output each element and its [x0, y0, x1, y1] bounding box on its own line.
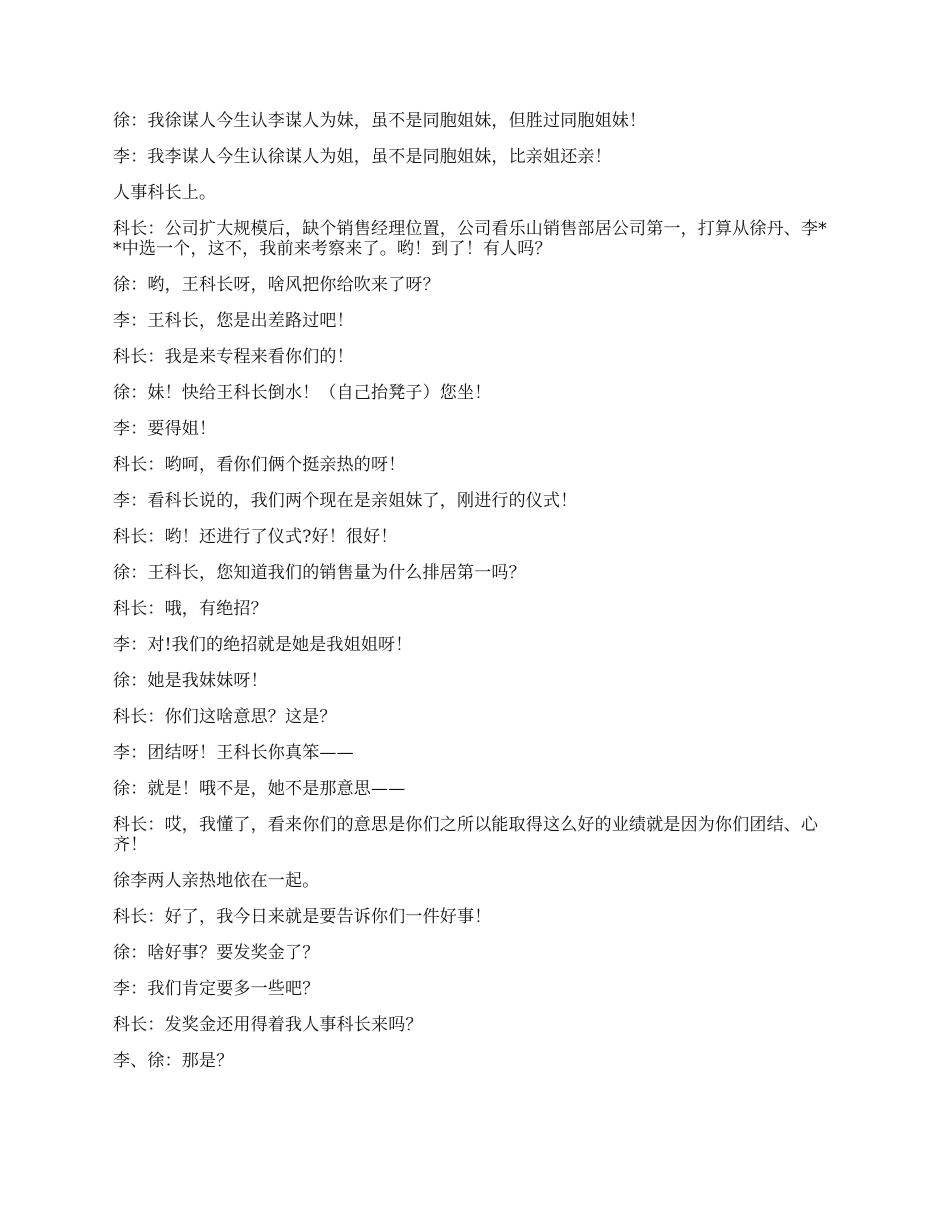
paragraph: 徐：王科长，您知道我们的销售量为什么排居第一吗？ [113, 563, 526, 583]
paragraph: 科长：你们这啥意思？这是？ [113, 707, 337, 727]
paragraph: 科长：哟！还进行了仪式?好！很好！ [113, 527, 398, 547]
paragraph: 徐：就是！哦不是，她不是那意思—— [113, 779, 406, 799]
paragraph: 科长：哎，我懂了，看来你们的意思是你们之所以能取得这么好的业绩就是因为你们团结、心齐！ [113, 815, 819, 855]
paragraph: 李：看科长说的，我们两个现在是亲姐妹了，刚进行的仪式！ [113, 491, 578, 511]
paragraph: 科长：哦，有绝招？ [113, 599, 268, 619]
paragraph: 徐李两人亲热地依在一起。 [113, 871, 320, 891]
paragraph: 李：我李谋人今生认徐谋人为姐，虽不是同胞姐妹，比亲姐还亲！ [113, 147, 612, 167]
paragraph: 李：对!我们的绝招就是她是我姐姐呀！ [113, 635, 413, 655]
paragraph: 李：王科长，您是出差路过吧！ [113, 311, 354, 331]
paragraph: 李：我们肯定要多一些吧？ [113, 979, 320, 999]
paragraph: 徐：她是我妹妹呀！ [113, 671, 268, 691]
paragraph: 科长：发奖金还用得着我人事科长来吗？ [113, 1015, 423, 1035]
paragraph: 科长：我是来专程来看你们的！ [113, 347, 354, 367]
paragraph: 徐：妹！快给王科长倒水！（自己抬凳子）您坐！ [113, 383, 492, 403]
paragraph: 徐：啥好事？要发奖金了？ [113, 943, 320, 963]
paragraph: 李、徐：那是？ [113, 1051, 234, 1071]
paragraph: 李：团结呀！王科长你真笨—— [113, 743, 354, 763]
paragraph: 科长：哟呵，看你们俩个挺亲热的呀！ [113, 455, 406, 475]
document-body [113, 111, 833, 1087]
paragraph: 科长：好了，我今日来就是要告诉你们一件好事！ [113, 907, 492, 927]
paragraph: 人事科长上。 [113, 183, 217, 203]
paragraph: 科长：公司扩大规模后，缺个销售经理位置，公司看乐山销售部居公司第一，打算从徐丹、李**中选一个，这不，我前来考察来了。哟！到了！有人吗？ [113, 219, 827, 259]
paragraph: 徐：哟，王科长呀，啥风把你给吹来了呀？ [113, 275, 440, 295]
paragraph: 徐：我徐谋人今生认李谋人为妹，虽不是同胞姐妹，但胜过同胞姐妹！ [113, 111, 647, 131]
paragraph: 李：要得姐！ [113, 419, 217, 439]
